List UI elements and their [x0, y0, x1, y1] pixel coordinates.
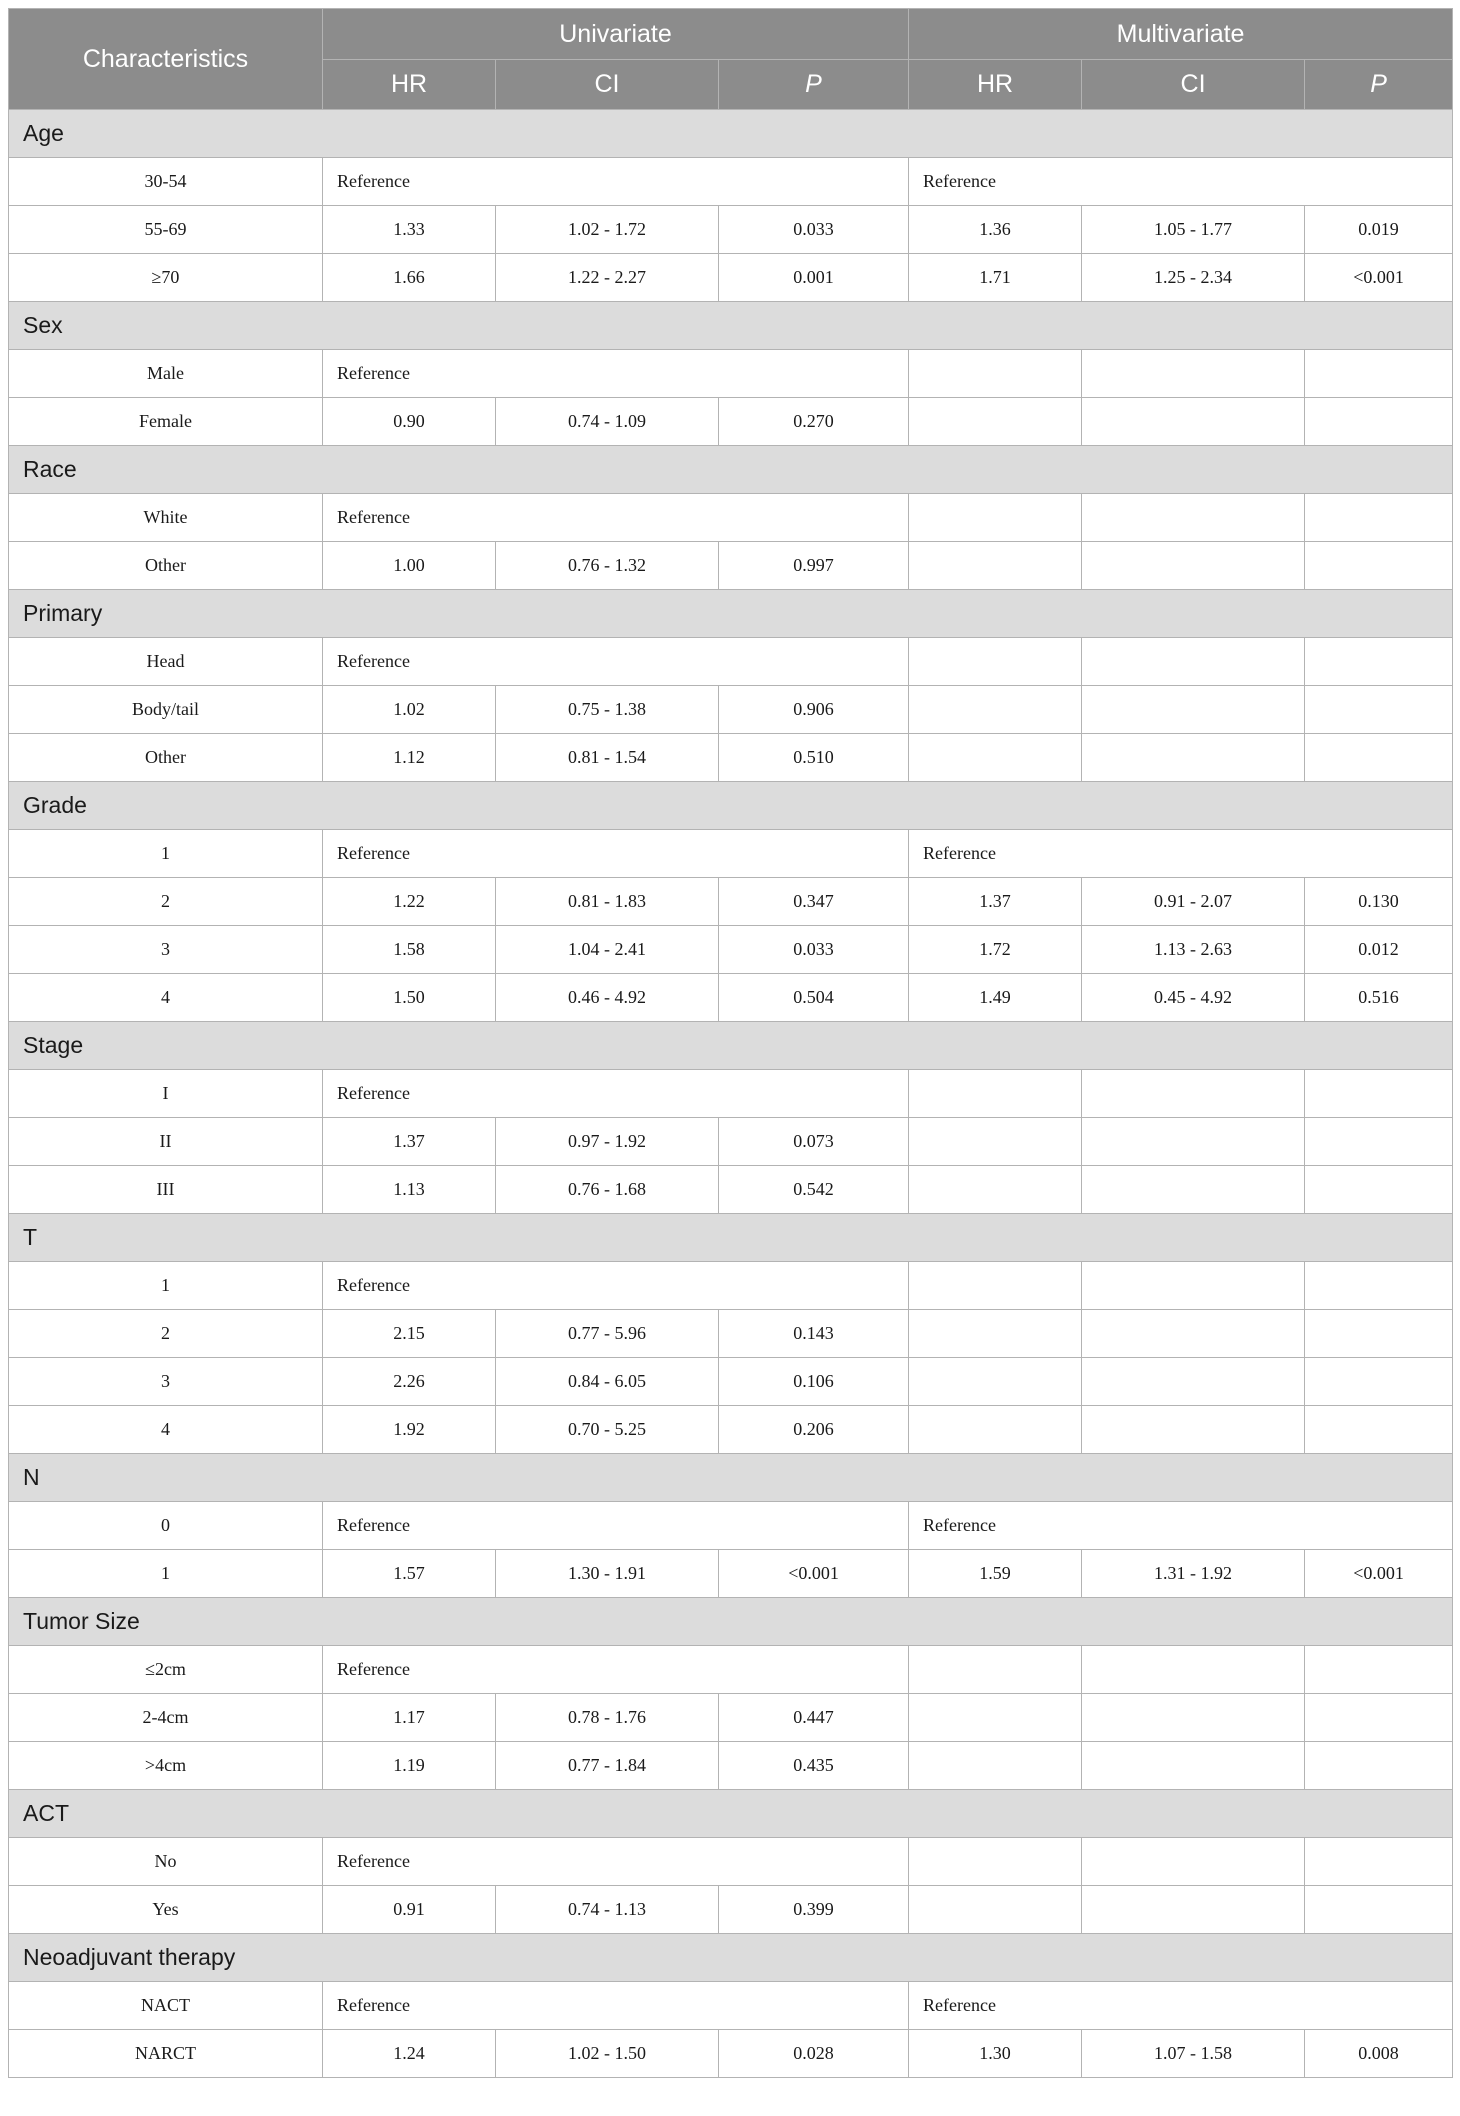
table-row	[9, 494, 1453, 542]
group-row	[9, 1454, 1453, 1502]
row-label: 55-69	[9, 206, 323, 254]
row-label: 2	[9, 878, 323, 926]
univariate-reference: Reference	[323, 350, 909, 398]
univariate-ci: 1.30 - 1.91	[496, 1550, 719, 1598]
multivariate-p: 0.516	[1305, 974, 1453, 1022]
header-uni-p: P	[719, 60, 909, 110]
empty-cell	[909, 1358, 1082, 1406]
multivariate-hr: 1.30	[909, 2030, 1082, 2078]
univariate-ci: 0.77 - 5.96	[496, 1310, 719, 1358]
group-label: ACT	[9, 1790, 1453, 1838]
empty-cell	[1305, 1166, 1453, 1214]
empty-cell	[1305, 398, 1453, 446]
empty-cell	[909, 1406, 1082, 1454]
empty-cell	[1082, 734, 1305, 782]
empty-cell	[909, 350, 1082, 398]
table-row	[9, 1406, 1453, 1454]
univariate-ci: 1.22 - 2.27	[496, 254, 719, 302]
row-label: No	[9, 1838, 323, 1886]
empty-cell	[1082, 494, 1305, 542]
header-multi-p: P	[1305, 60, 1453, 110]
row-label: 3	[9, 1358, 323, 1406]
univariate-hr: 1.19	[323, 1742, 496, 1790]
univariate-reference: Reference	[323, 1262, 909, 1310]
table-row	[9, 206, 1453, 254]
empty-cell	[1305, 1118, 1453, 1166]
cox-regression-table	[8, 8, 1453, 2078]
header-multi-hr: HR	[909, 60, 1082, 110]
group-row	[9, 1214, 1453, 1262]
table-row	[9, 734, 1453, 782]
group-row	[9, 1598, 1453, 1646]
univariate-p: 0.447	[719, 1694, 909, 1742]
row-label: NARCT	[9, 2030, 323, 2078]
univariate-hr: 1.50	[323, 974, 496, 1022]
empty-cell	[1082, 1262, 1305, 1310]
multivariate-reference: Reference	[909, 158, 1453, 206]
table-row	[9, 1694, 1453, 1742]
univariate-p: 0.435	[719, 1742, 909, 1790]
univariate-ci: 0.74 - 1.13	[496, 1886, 719, 1934]
row-label: ≤2cm	[9, 1646, 323, 1694]
empty-cell	[1082, 1886, 1305, 1934]
univariate-ci: 1.02 - 1.50	[496, 2030, 719, 2078]
empty-cell	[1305, 1694, 1453, 1742]
empty-cell	[1082, 398, 1305, 446]
row-label: ≥70	[9, 254, 323, 302]
empty-cell	[909, 1310, 1082, 1358]
empty-cell	[909, 494, 1082, 542]
group-label: N	[9, 1454, 1453, 1502]
univariate-hr: 1.57	[323, 1550, 496, 1598]
univariate-p: 0.033	[719, 926, 909, 974]
univariate-p: 0.028	[719, 2030, 909, 2078]
univariate-ci: 0.81 - 1.54	[496, 734, 719, 782]
row-label: >4cm	[9, 1742, 323, 1790]
multivariate-hr: 1.36	[909, 206, 1082, 254]
empty-cell	[909, 1070, 1082, 1118]
group-row	[9, 1790, 1453, 1838]
univariate-reference: Reference	[323, 1646, 909, 1694]
univariate-p: 0.270	[719, 398, 909, 446]
table-row	[9, 686, 1453, 734]
multivariate-p: <0.001	[1305, 254, 1453, 302]
row-label: Male	[9, 350, 323, 398]
group-label: Stage	[9, 1022, 1453, 1070]
empty-cell	[1082, 638, 1305, 686]
empty-cell	[909, 1838, 1082, 1886]
empty-cell	[1305, 734, 1453, 782]
row-label: Other	[9, 734, 323, 782]
univariate-p: 0.504	[719, 974, 909, 1022]
row-label: 3	[9, 926, 323, 974]
empty-cell	[1082, 1358, 1305, 1406]
multivariate-p: <0.001	[1305, 1550, 1453, 1598]
table-body	[9, 110, 1453, 2078]
univariate-hr: 1.22	[323, 878, 496, 926]
table-row	[9, 1358, 1453, 1406]
multivariate-hr: 1.72	[909, 926, 1082, 974]
univariate-reference: Reference	[323, 1502, 909, 1550]
table-row	[9, 542, 1453, 590]
header-multivariate: Multivariate	[909, 9, 1453, 60]
univariate-p: 0.347	[719, 878, 909, 926]
row-label: 4	[9, 1406, 323, 1454]
empty-cell	[1305, 686, 1453, 734]
univariate-p: 0.106	[719, 1358, 909, 1406]
univariate-ci: 0.84 - 6.05	[496, 1358, 719, 1406]
multivariate-ci: 1.13 - 2.63	[1082, 926, 1305, 974]
empty-cell	[909, 1886, 1082, 1934]
univariate-ci: 0.78 - 1.76	[496, 1694, 719, 1742]
row-label: 0	[9, 1502, 323, 1550]
group-row	[9, 446, 1453, 494]
table-header	[9, 9, 1453, 110]
row-label: II	[9, 1118, 323, 1166]
empty-cell	[1305, 638, 1453, 686]
empty-cell	[909, 1742, 1082, 1790]
multivariate-hr: 1.71	[909, 254, 1082, 302]
table-row	[9, 878, 1453, 926]
univariate-ci: 0.46 - 4.92	[496, 974, 719, 1022]
empty-cell	[1305, 494, 1453, 542]
empty-cell	[1082, 1694, 1305, 1742]
empty-cell	[1305, 1838, 1453, 1886]
group-label: Tumor Size	[9, 1598, 1453, 1646]
row-label: Other	[9, 542, 323, 590]
row-label: III	[9, 1166, 323, 1214]
row-label: White	[9, 494, 323, 542]
univariate-p: 0.206	[719, 1406, 909, 1454]
multivariate-ci: 1.07 - 1.58	[1082, 2030, 1305, 2078]
empty-cell	[1082, 1166, 1305, 1214]
row-label: 4	[9, 974, 323, 1022]
univariate-ci: 0.70 - 5.25	[496, 1406, 719, 1454]
univariate-ci: 0.81 - 1.83	[496, 878, 719, 926]
empty-cell	[1305, 1262, 1453, 1310]
group-row	[9, 110, 1453, 158]
table-row	[9, 1550, 1453, 1598]
header-multi-ci: CI	[1082, 60, 1305, 110]
header-characteristics: Characteristics	[9, 9, 323, 110]
table-row	[9, 1742, 1453, 1790]
empty-cell	[1082, 686, 1305, 734]
empty-cell	[1305, 1646, 1453, 1694]
results-table-container	[8, 8, 1452, 2078]
empty-cell	[909, 1166, 1082, 1214]
empty-cell	[909, 398, 1082, 446]
empty-cell	[1082, 1646, 1305, 1694]
row-label: 30-54	[9, 158, 323, 206]
multivariate-p: 0.008	[1305, 2030, 1453, 2078]
multivariate-hr: 1.49	[909, 974, 1082, 1022]
univariate-ci: 0.75 - 1.38	[496, 686, 719, 734]
univariate-p: 0.542	[719, 1166, 909, 1214]
group-label: Race	[9, 446, 1453, 494]
univariate-hr: 1.00	[323, 542, 496, 590]
empty-cell	[909, 638, 1082, 686]
empty-cell	[1082, 1406, 1305, 1454]
univariate-p: 0.997	[719, 542, 909, 590]
group-label: Age	[9, 110, 1453, 158]
header-univariate: Univariate	[323, 9, 909, 60]
univariate-p: 0.143	[719, 1310, 909, 1358]
empty-cell	[909, 1646, 1082, 1694]
header-uni-ci: CI	[496, 60, 719, 110]
table-row	[9, 2030, 1453, 2078]
multivariate-ci: 1.25 - 2.34	[1082, 254, 1305, 302]
group-row	[9, 302, 1453, 350]
group-row	[9, 1934, 1453, 1982]
empty-cell	[1082, 1742, 1305, 1790]
table-row	[9, 1310, 1453, 1358]
table-row	[9, 398, 1453, 446]
univariate-hr: 1.92	[323, 1406, 496, 1454]
table-row	[9, 1166, 1453, 1214]
table-row	[9, 1646, 1453, 1694]
empty-cell	[909, 1262, 1082, 1310]
empty-cell	[909, 542, 1082, 590]
univariate-hr: 1.37	[323, 1118, 496, 1166]
row-label: Body/tail	[9, 686, 323, 734]
row-label: 1	[9, 1550, 323, 1598]
table-row	[9, 974, 1453, 1022]
univariate-hr: 0.91	[323, 1886, 496, 1934]
table-row	[9, 1838, 1453, 1886]
empty-cell	[909, 686, 1082, 734]
table-row	[9, 926, 1453, 974]
univariate-p: 0.033	[719, 206, 909, 254]
empty-cell	[1305, 1070, 1453, 1118]
group-row	[9, 782, 1453, 830]
empty-cell	[1305, 1310, 1453, 1358]
empty-cell	[1082, 542, 1305, 590]
group-row	[9, 1022, 1453, 1070]
univariate-hr: 1.33	[323, 206, 496, 254]
univariate-ci: 1.04 - 2.41	[496, 926, 719, 974]
row-label: Female	[9, 398, 323, 446]
multivariate-reference: Reference	[909, 830, 1453, 878]
univariate-hr: 2.15	[323, 1310, 496, 1358]
empty-cell	[1082, 350, 1305, 398]
empty-cell	[909, 1118, 1082, 1166]
multivariate-ci: 1.05 - 1.77	[1082, 206, 1305, 254]
univariate-hr: 0.90	[323, 398, 496, 446]
univariate-ci: 0.97 - 1.92	[496, 1118, 719, 1166]
multivariate-p: 0.012	[1305, 926, 1453, 974]
empty-cell	[909, 734, 1082, 782]
empty-cell	[1305, 1886, 1453, 1934]
empty-cell	[1082, 1838, 1305, 1886]
table-row	[9, 158, 1453, 206]
group-label: T	[9, 1214, 1453, 1262]
empty-cell	[1082, 1070, 1305, 1118]
univariate-reference: Reference	[323, 158, 909, 206]
table-row	[9, 1262, 1453, 1310]
row-label: Yes	[9, 1886, 323, 1934]
univariate-hr: 1.17	[323, 1694, 496, 1742]
univariate-hr: 2.26	[323, 1358, 496, 1406]
row-label: NACT	[9, 1982, 323, 2030]
table-row	[9, 638, 1453, 686]
table-row	[9, 1982, 1453, 2030]
group-label: Neoadjuvant therapy	[9, 1934, 1453, 1982]
univariate-hr: 1.12	[323, 734, 496, 782]
univariate-p: <0.001	[719, 1550, 909, 1598]
univariate-ci: 0.76 - 1.32	[496, 542, 719, 590]
table-row	[9, 350, 1453, 398]
empty-cell	[1305, 1406, 1453, 1454]
univariate-hr: 1.66	[323, 254, 496, 302]
multivariate-hr: 1.59	[909, 1550, 1082, 1598]
multivariate-hr: 1.37	[909, 878, 1082, 926]
multivariate-reference: Reference	[909, 1982, 1453, 2030]
univariate-reference: Reference	[323, 1838, 909, 1886]
group-label: Grade	[9, 782, 1453, 830]
empty-cell	[909, 1694, 1082, 1742]
row-label: 2	[9, 1310, 323, 1358]
empty-cell	[1082, 1310, 1305, 1358]
univariate-p: 0.073	[719, 1118, 909, 1166]
table-row	[9, 1118, 1453, 1166]
empty-cell	[1305, 542, 1453, 590]
univariate-ci: 0.77 - 1.84	[496, 1742, 719, 1790]
univariate-p: 0.399	[719, 1886, 909, 1934]
univariate-hr: 1.13	[323, 1166, 496, 1214]
multivariate-ci: 0.91 - 2.07	[1082, 878, 1305, 926]
multivariate-ci: 1.31 - 1.92	[1082, 1550, 1305, 1598]
group-label: Primary	[9, 590, 1453, 638]
header-uni-hr: HR	[323, 60, 496, 110]
group-row	[9, 590, 1453, 638]
multivariate-ci: 0.45 - 4.92	[1082, 974, 1305, 1022]
univariate-p: 0.001	[719, 254, 909, 302]
multivariate-p: 0.019	[1305, 206, 1453, 254]
multivariate-reference: Reference	[909, 1502, 1453, 1550]
univariate-hr: 1.24	[323, 2030, 496, 2078]
table-row	[9, 1070, 1453, 1118]
multivariate-p: 0.130	[1305, 878, 1453, 926]
univariate-reference: Reference	[323, 638, 909, 686]
group-label: Sex	[9, 302, 1453, 350]
empty-cell	[1305, 350, 1453, 398]
row-label: 1	[9, 830, 323, 878]
univariate-reference: Reference	[323, 494, 909, 542]
empty-cell	[1305, 1742, 1453, 1790]
univariate-hr: 1.02	[323, 686, 496, 734]
univariate-reference: Reference	[323, 830, 909, 878]
empty-cell	[1305, 1358, 1453, 1406]
empty-cell	[1082, 1118, 1305, 1166]
table-row	[9, 830, 1453, 878]
table-row	[9, 1502, 1453, 1550]
univariate-p: 0.510	[719, 734, 909, 782]
univariate-p: 0.906	[719, 686, 909, 734]
row-label: 1	[9, 1262, 323, 1310]
row-label: I	[9, 1070, 323, 1118]
univariate-ci: 1.02 - 1.72	[496, 206, 719, 254]
table-row	[9, 1886, 1453, 1934]
row-label: Head	[9, 638, 323, 686]
univariate-reference: Reference	[323, 1982, 909, 2030]
univariate-hr: 1.58	[323, 926, 496, 974]
row-label: 2-4cm	[9, 1694, 323, 1742]
univariate-reference: Reference	[323, 1070, 909, 1118]
univariate-ci: 0.76 - 1.68	[496, 1166, 719, 1214]
table-row	[9, 254, 1453, 302]
header-row-top	[9, 9, 1453, 60]
univariate-ci: 0.74 - 1.09	[496, 398, 719, 446]
